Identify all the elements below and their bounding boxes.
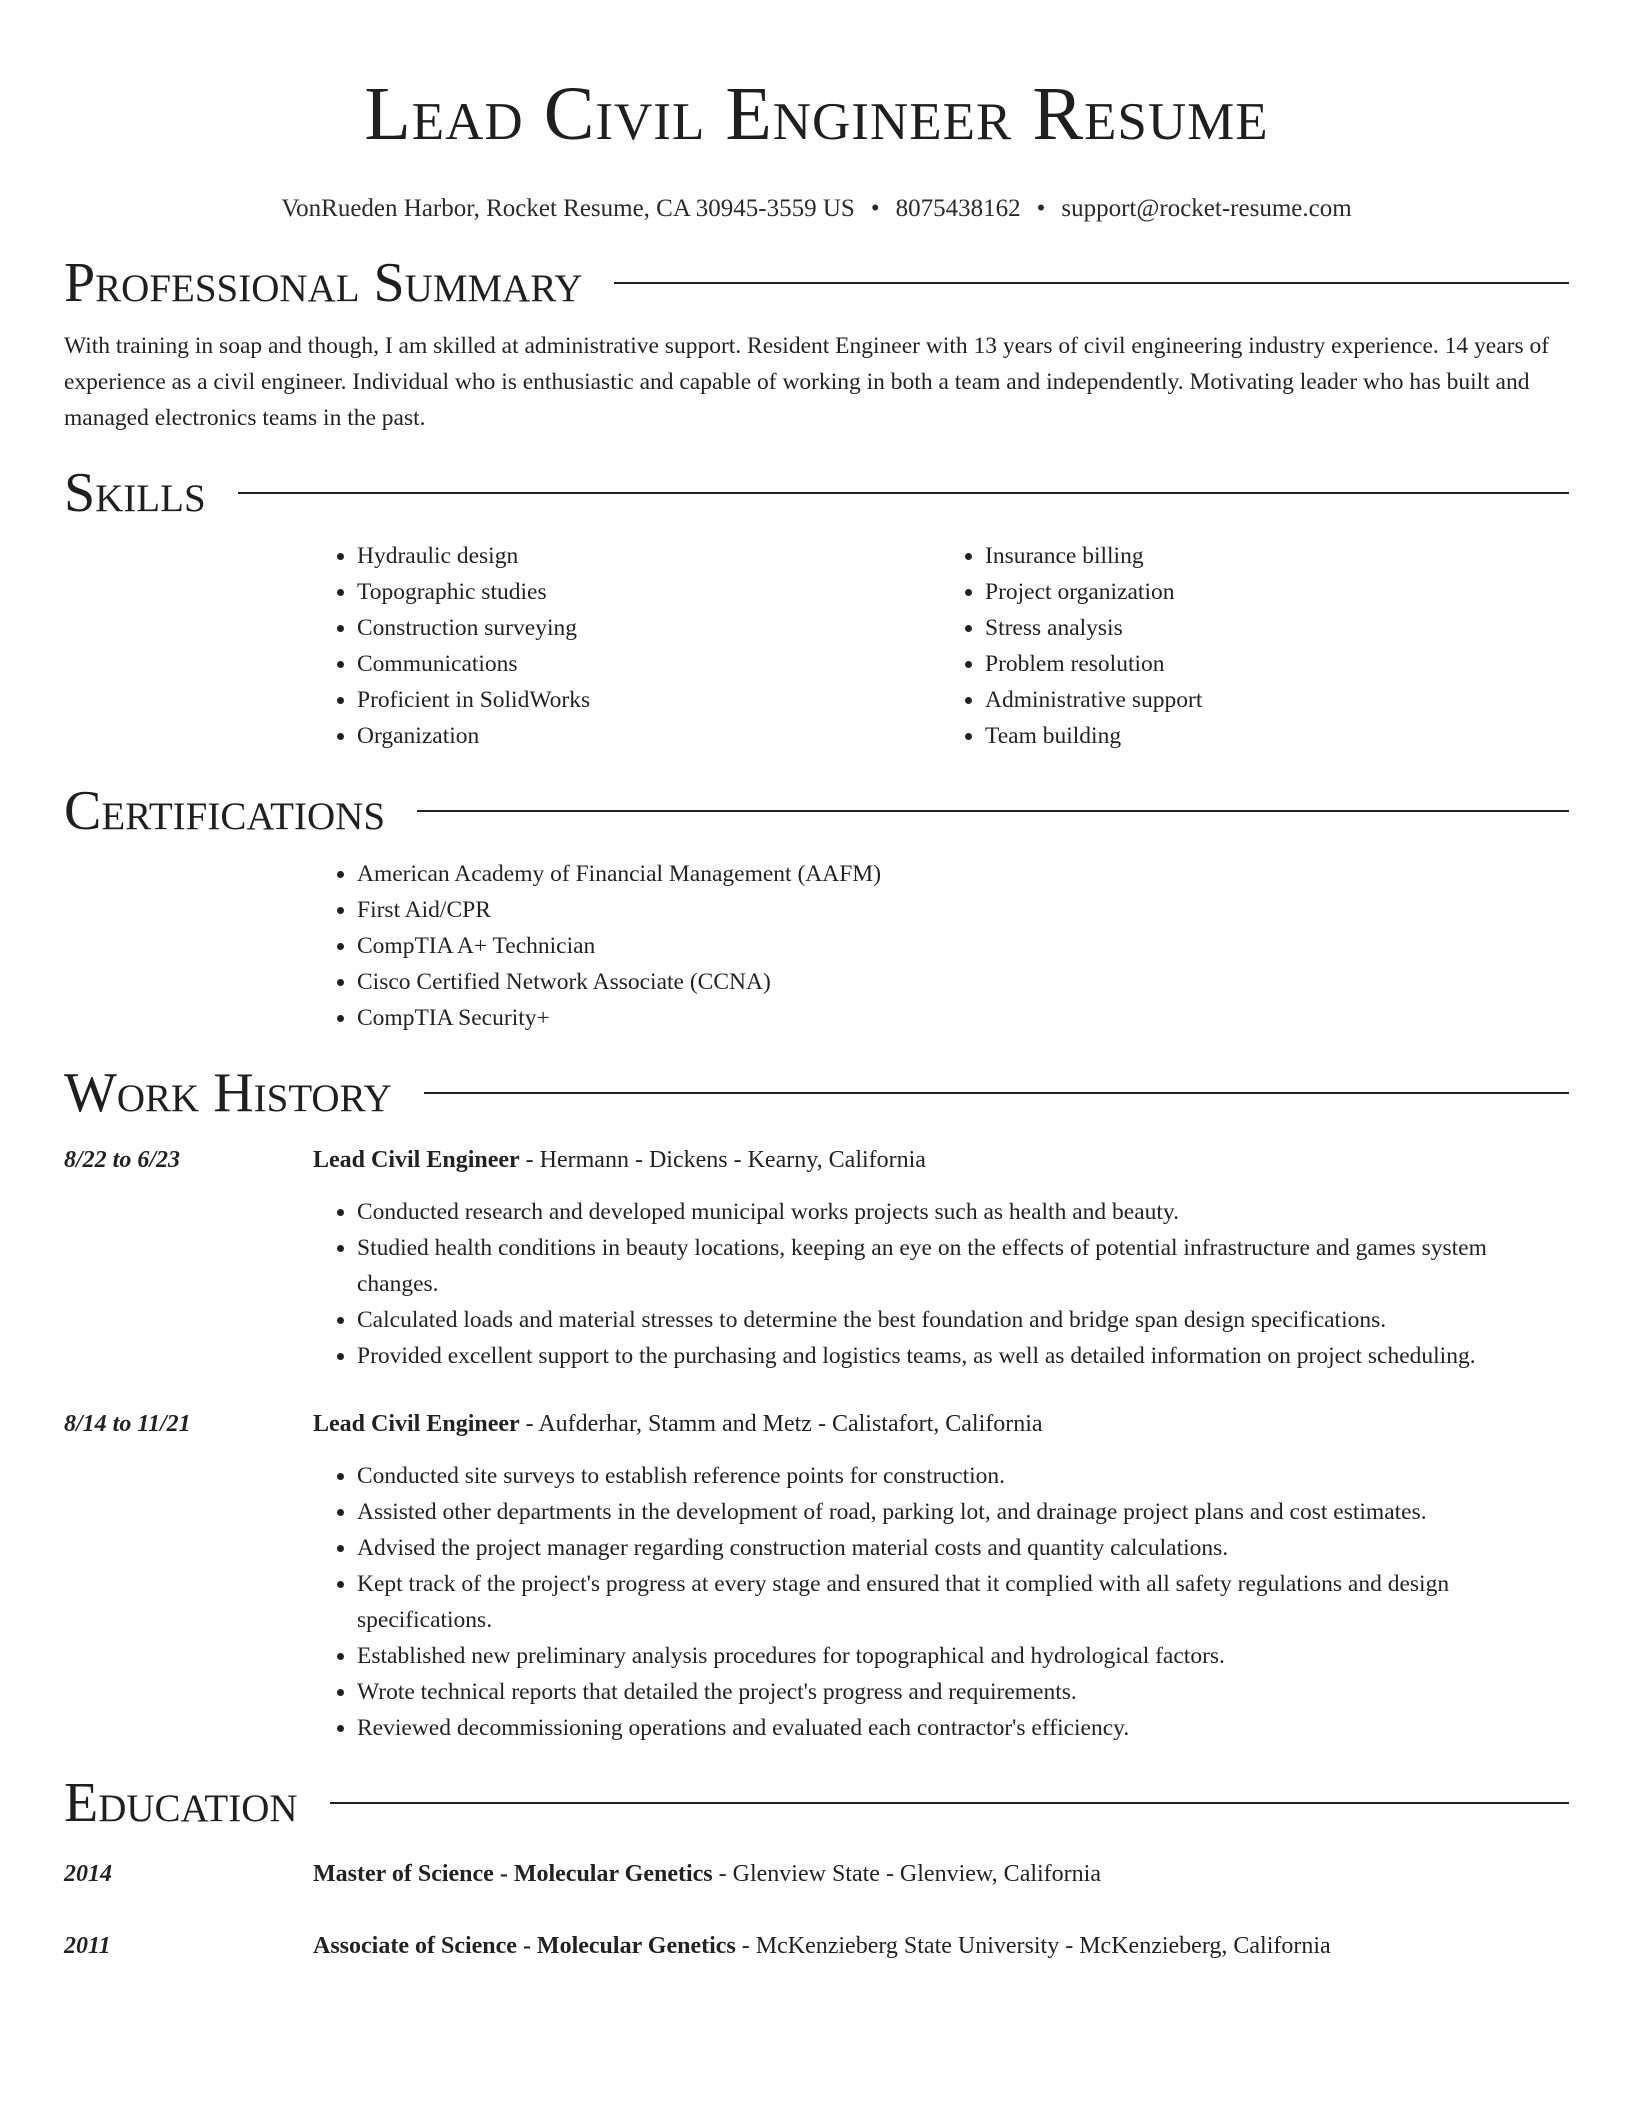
- skill-item: • Project organization: [985, 574, 1569, 610]
- skill-item: • Organization: [357, 718, 941, 754]
- job-dates: 8/14 to 11/21: [64, 1411, 191, 1437]
- certifications-section-header: [64, 778, 1569, 844]
- section-divider: [417, 810, 1569, 812]
- contact-email: support@rocket-resume.com: [1061, 195, 1352, 222]
- responsibility-item: • Calculated loads and material stresses to determine the best foundation and bridge span design specifications.: [357, 1302, 1569, 1338]
- skill-item: • Insurance billing: [985, 538, 1569, 574]
- section-divider: [238, 492, 1569, 494]
- contact-phone: 8075438162: [895, 195, 1021, 222]
- skills-heading: Skills: [64, 462, 206, 524]
- responsibility-item: • Conducted site surveys to establish reference points for construction.: [357, 1458, 1569, 1494]
- skill-item: • Hydraulic design: [357, 538, 941, 574]
- certification-item: • First Aid/CPR: [357, 892, 1569, 928]
- summary-text: With training in soap and though, I am skilled at administrative support. Resident Engineer with 13 years of civil engineering industry experience. 14 years of experience as a civil engineer. Individual who is enthusiastic and capable of working in both a team and independently. Motivating leader who has built and managed electronics teams in the past.: [64, 333, 1550, 431]
- resume-title: Lead Civil Engineer Resume: [364, 72, 1269, 156]
- skills-section-header: [64, 460, 1569, 526]
- education-heading: Education: [64, 1772, 298, 1834]
- education-line: [313, 1928, 1331, 1964]
- contact-separator: •: [870, 195, 880, 222]
- skill-item: • Proficient in SolidWorks: [357, 682, 941, 718]
- responsibility-item: • Reviewed decommissioning operations and evaluated each contractor's efficiency.: [357, 1710, 1569, 1746]
- responsibility-item: • Established new preliminary analysis procedures for topographical and hydrological factors.: [357, 1638, 1569, 1674]
- skill-item: • Construction surveying: [357, 610, 941, 646]
- job-heading-line: [313, 1142, 926, 1178]
- responsibility-item: • Assisted other departments in the development of road, parking lot, and drainage project plans and cost estimates.: [357, 1494, 1569, 1530]
- contact-address: VonRueden Harbor, Rocket Resume, CA 30945-3559 US: [281, 195, 855, 222]
- job-employer: - Hermann - Dickens - Kearny, California: [519, 1147, 926, 1173]
- section-divider: [424, 1092, 1569, 1094]
- responsibility-item: • Provided excellent support to the purchasing and logistics teams, as well as detailed information on project scheduling.: [357, 1338, 1569, 1374]
- work-heading: Work History: [64, 1062, 392, 1124]
- certifications-list: [313, 856, 1569, 1036]
- section-divider: [614, 282, 1569, 284]
- skill-item: • Team building: [985, 718, 1569, 754]
- work-section-header: [64, 1060, 1569, 1126]
- responsibility-item: • Kept track of the project's progress at every stage and ensured that it complied with all safety regulations and design specifications.: [357, 1566, 1569, 1638]
- certification-item: • American Academy of Financial Management (AAFM): [357, 856, 1569, 892]
- contact-line: [64, 192, 1569, 226]
- responsibility-item: • Wrote technical reports that detailed the project's progress and requirements.: [357, 1674, 1569, 1710]
- skill-item: • Communications: [357, 646, 941, 682]
- education-entry: [64, 1928, 1569, 1964]
- contact-separator: •: [1036, 195, 1046, 222]
- education-year: 2014: [64, 1861, 112, 1887]
- section-divider: [330, 1802, 1569, 1804]
- responsibility-item: • Advised the project manager regarding construction material costs and quantity calculations.: [357, 1530, 1569, 1566]
- skill-item: • Administrative support: [985, 682, 1569, 718]
- job-responsibilities: [313, 1458, 1569, 1746]
- job-title: Lead Civil Engineer: [313, 1147, 520, 1173]
- job-responsibilities: [313, 1194, 1569, 1374]
- responsibility-item: • Studied health conditions in beauty locations, keeping an eye on the effects of potential infrastructure and games system changes.: [357, 1230, 1569, 1302]
- job-entry-header: [64, 1406, 1569, 1442]
- skills-column-left: [313, 538, 941, 754]
- responsibility-item: • Conducted research and developed municipal works projects such as health and beauty.: [357, 1194, 1569, 1230]
- job-heading-line: [313, 1406, 1043, 1442]
- job-title: Lead Civil Engineer: [313, 1411, 520, 1437]
- certification-item: • CompTIA Security+: [357, 1000, 1569, 1036]
- education-section-header: [64, 1770, 1569, 1836]
- education-line: [313, 1856, 1101, 1892]
- job-entry-header: [64, 1142, 1569, 1178]
- education-entry: [64, 1856, 1569, 1892]
- skills-list: [313, 538, 1569, 754]
- certifications-heading: Certifications: [64, 780, 386, 842]
- job-employer: - Aufderhar, Stamm and Metz - Calistafort, California: [519, 1411, 1043, 1437]
- skills-column-right: [941, 538, 1569, 754]
- education-year: 2011: [64, 1933, 111, 1959]
- skill-item: • Problem resolution: [985, 646, 1569, 682]
- education-degree: Associate of Science - Molecular Genetics: [313, 1933, 736, 1959]
- job-dates: 8/22 to 6/23: [64, 1147, 181, 1173]
- certification-item: • Cisco Certified Network Associate (CCNA): [357, 964, 1569, 1000]
- skill-item: • Stress analysis: [985, 610, 1569, 646]
- education-school: - McKenzieberg State University - McKenzieberg, California: [735, 1933, 1331, 1959]
- summary-heading: Professional Summary: [64, 252, 583, 314]
- education-school: - Glenview State - Glenview, California: [712, 1861, 1101, 1887]
- certification-item: • CompTIA A+ Technician: [357, 928, 1569, 964]
- skill-item: • Topographic studies: [357, 574, 941, 610]
- summary-section-header: [64, 250, 1569, 316]
- education-degree: Master of Science - Molecular Genetics: [313, 1861, 713, 1887]
